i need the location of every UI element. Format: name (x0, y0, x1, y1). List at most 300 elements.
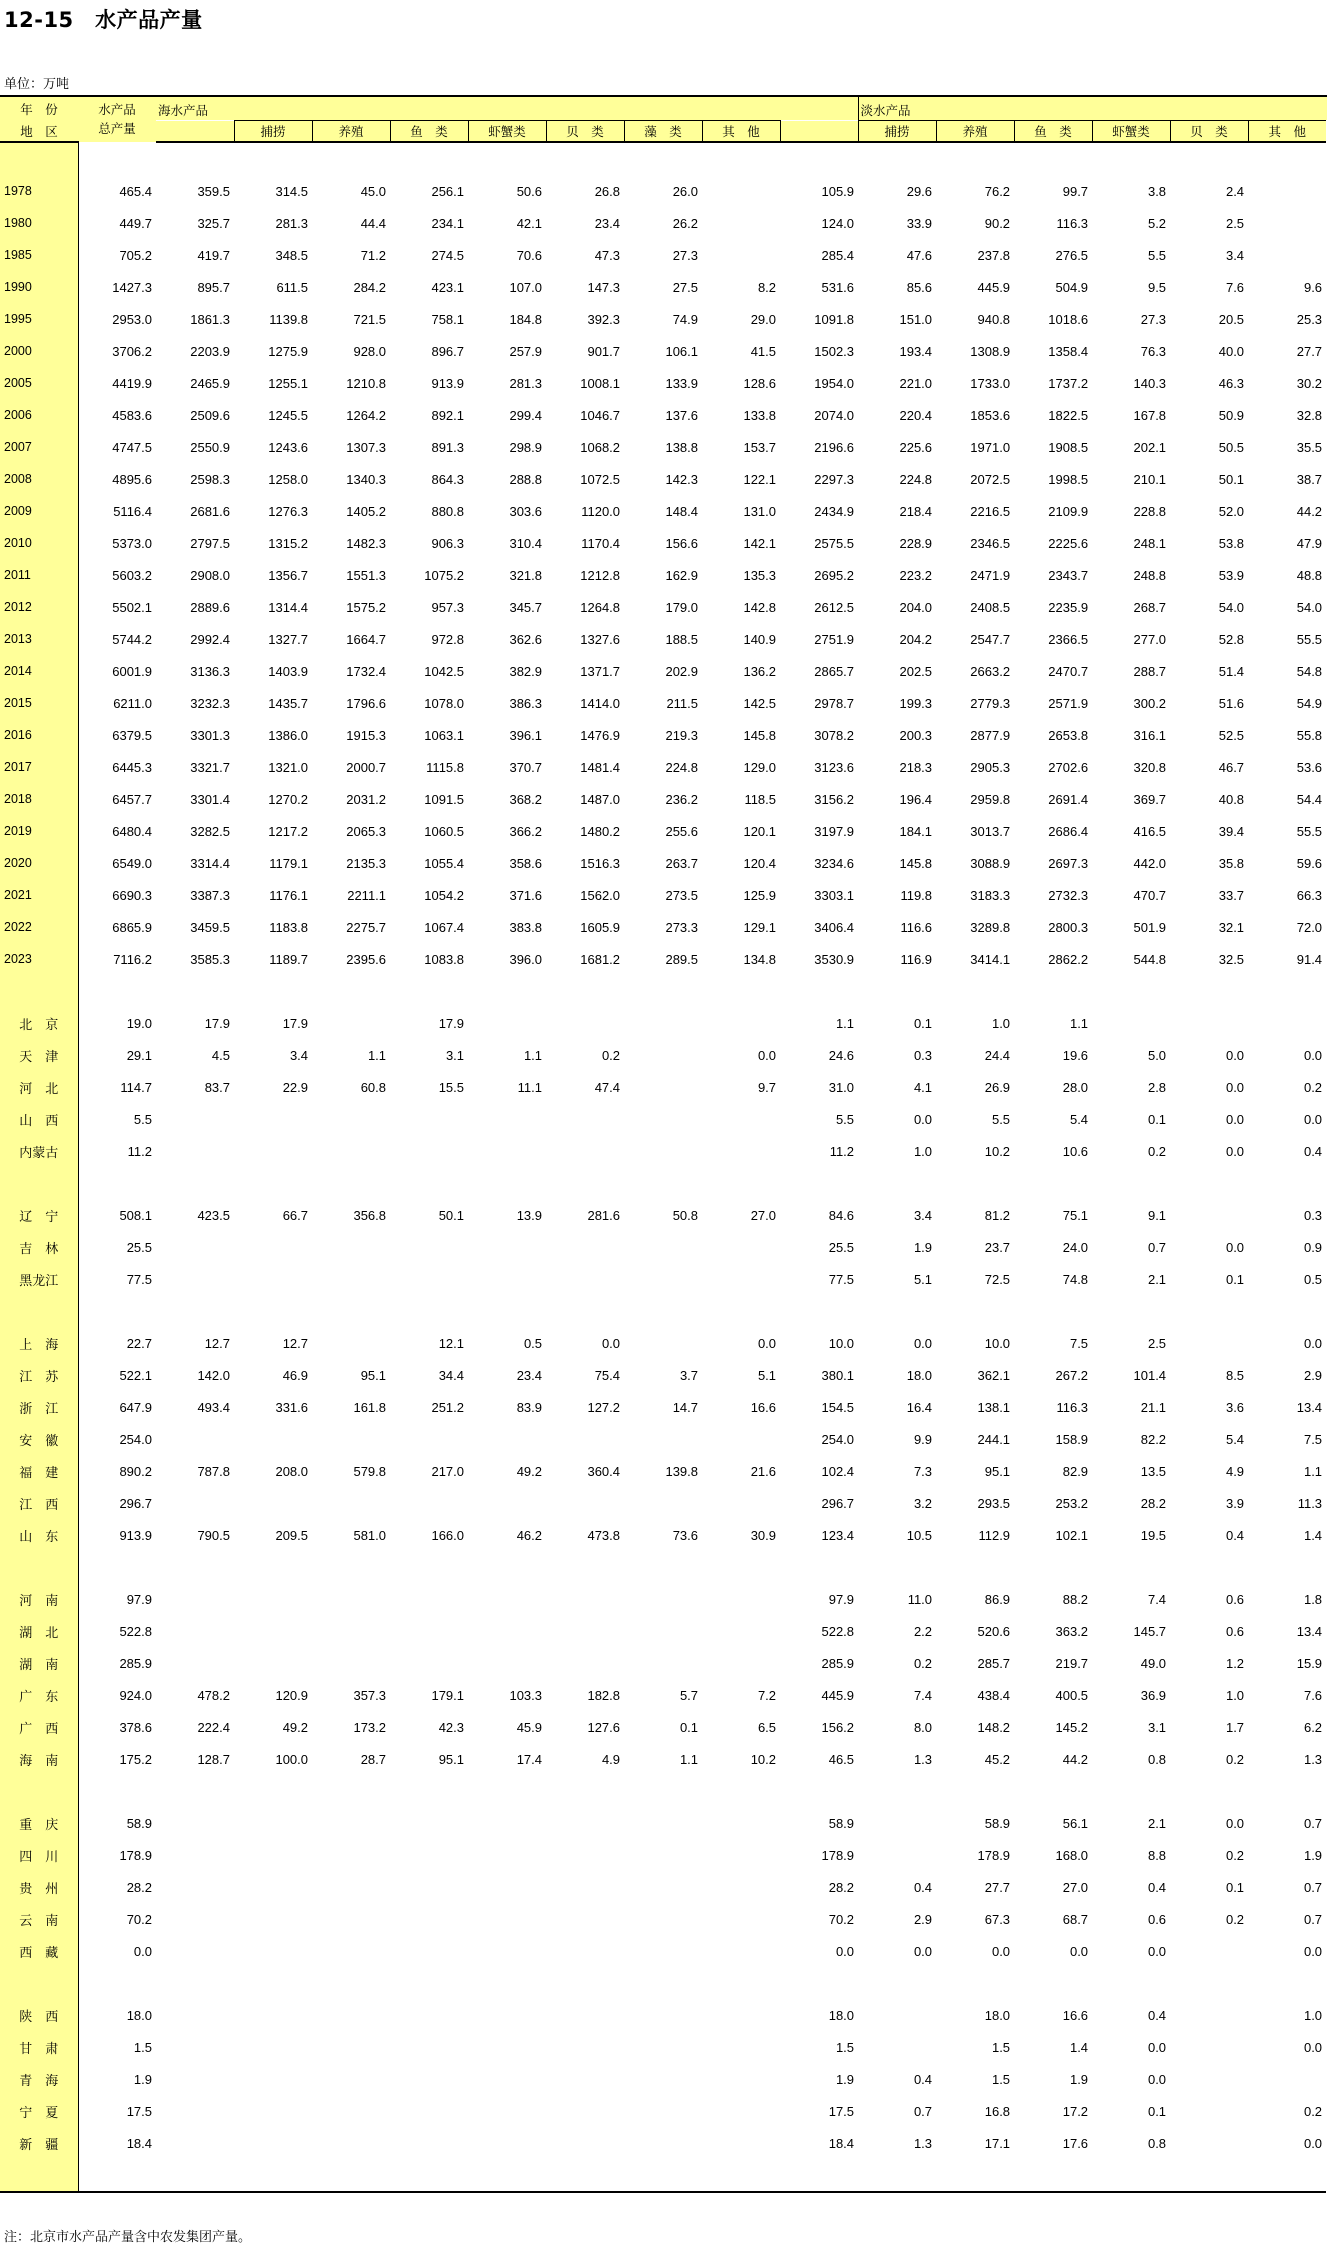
value-cell: 156.2 (821, 1719, 855, 1735)
value-cell (702, 1647, 780, 1679)
value-cell: 16.6 (1062, 2007, 1089, 2023)
value-cell: 1737.2 (1048, 375, 1089, 391)
value-cell: 1435.7 (268, 695, 309, 711)
value-cell: 1861.3 (190, 311, 230, 327)
value-cell: 2000.7 (346, 759, 387, 775)
value-cell: 2653.8 (1048, 727, 1089, 743)
value-cell: 7.4 (913, 1687, 933, 1703)
value-cell: 204.2 (899, 631, 933, 647)
value-cell: 0.4 (1303, 1143, 1323, 1159)
value-cell: 508.1 (119, 1207, 152, 1223)
value-cell: 7.3 (913, 1463, 933, 1479)
value-cell (156, 1263, 234, 1295)
value-cell: 1822.5 (1048, 407, 1089, 423)
row-label: 上 海 (0, 1327, 78, 1359)
value-cell: 1115.8 (426, 759, 465, 775)
value-cell: 345.7 (509, 599, 543, 615)
value-cell: 10.0 (984, 1335, 1011, 1351)
value-cell (546, 1423, 624, 1455)
value-cell: 0.8 (1147, 2135, 1167, 2151)
value-cell: 179.0 (665, 599, 699, 615)
blank-cell (78, 1295, 1326, 1327)
value-cell (312, 2127, 390, 2159)
value-cell (546, 1135, 624, 1167)
value-cell: 8.8 (1147, 1847, 1167, 1863)
region-row (0, 1615, 1327, 1647)
value-cell (156, 2095, 234, 2127)
value-cell: 168.0 (1055, 1847, 1089, 1863)
value-cell: 6001.9 (112, 663, 152, 679)
value-cell: 901.7 (587, 343, 621, 359)
row-label-blank (0, 1775, 78, 1807)
value-cell: 2065.3 (346, 823, 387, 839)
value-cell (468, 1807, 546, 1839)
value-cell: 25.3 (1296, 311, 1323, 327)
value-cell: 41.5 (750, 343, 777, 359)
region-row (0, 1903, 1327, 1935)
blank-cell (78, 2159, 1326, 2192)
value-cell: 2702.6 (1048, 759, 1089, 775)
value-cell (546, 1647, 624, 1679)
value-cell: 5502.1 (112, 599, 152, 615)
value-cell: 52.0 (1218, 503, 1245, 519)
value-cell: 28.0 (1062, 1079, 1089, 1095)
value-cell: 1386.0 (268, 727, 309, 743)
value-cell: 0.0 (1147, 2039, 1167, 2055)
value-cell: 3136.3 (190, 663, 230, 679)
value-cell (390, 1231, 468, 1263)
value-cell: 72.5 (984, 1271, 1011, 1287)
header-fresh-total-cell (780, 121, 858, 143)
value-cell (312, 1839, 390, 1871)
value-cell (390, 1871, 468, 1903)
value-cell (1170, 1935, 1248, 1967)
value-cell: 1.1 (367, 1047, 387, 1063)
value-cell: 0.0 (913, 1111, 933, 1127)
value-cell: 721.5 (353, 311, 387, 327)
value-cell: 46.2 (516, 1527, 543, 1543)
value-cell: 1179.1 (269, 855, 309, 871)
value-cell: 70.2 (828, 1911, 855, 1927)
value-cell: 1.0 (1225, 1687, 1245, 1703)
value-cell: 76.2 (984, 183, 1011, 199)
row-label-blank (0, 1551, 78, 1583)
value-cell: 0.7 (1147, 1239, 1167, 1255)
value-cell: 18.4 (828, 2135, 855, 2151)
value-cell: 465.4 (119, 183, 152, 199)
value-cell: 0.2 (1225, 1911, 1245, 1927)
value-cell: 1176.1 (269, 887, 309, 903)
value-cell: 154.5 (821, 1399, 855, 1415)
value-cell: 758.1 (431, 311, 465, 327)
value-cell: 11.0 (907, 1591, 933, 1607)
region-row (0, 1103, 1327, 1135)
value-cell: 1327.7 (268, 631, 309, 647)
value-cell: 2109.9 (1048, 503, 1089, 519)
value-cell: 1255.1 (268, 375, 309, 391)
value-cell: 1.1 (679, 1751, 699, 1767)
value-cell (1092, 1007, 1170, 1039)
corner-region-label: 地 区 (0, 121, 78, 143)
row-label: 河 北 (0, 1071, 78, 1103)
value-cell: 360.4 (587, 1463, 621, 1479)
value-cell: 1853.6 (970, 407, 1011, 423)
value-cell: 248.1 (1133, 535, 1167, 551)
value-cell: 6457.7 (112, 791, 152, 807)
value-cell: 120.1 (743, 823, 777, 839)
value-cell: 199.3 (899, 695, 933, 711)
value-cell (624, 1487, 702, 1519)
value-cell: 790.5 (197, 1527, 230, 1543)
value-cell: 310.4 (509, 535, 543, 551)
value-cell: 223.2 (899, 567, 933, 583)
value-cell: 5.2 (1147, 215, 1167, 231)
value-cell: 105.9 (821, 183, 855, 199)
value-cell: 1264.2 (346, 407, 387, 423)
value-cell: 2695.2 (814, 567, 855, 583)
year-row (0, 463, 1327, 495)
value-cell (1170, 1999, 1248, 2031)
value-cell (858, 1807, 936, 1839)
value-cell: 3197.9 (814, 823, 855, 839)
value-cell: 12.1 (438, 1335, 465, 1351)
value-cell: 151.0 (899, 311, 933, 327)
row-label: 青 海 (0, 2063, 78, 2095)
value-cell: 145.8 (743, 727, 777, 743)
value-cell: 224.8 (665, 759, 699, 775)
value-cell (156, 1615, 234, 1647)
value-cell (546, 2095, 624, 2127)
value-cell: 5.5 (1147, 247, 1167, 263)
value-cell: 136.2 (743, 663, 777, 679)
value-cell: 42.1 (516, 215, 543, 231)
value-cell: 787.8 (197, 1463, 230, 1479)
value-cell: 891.3 (431, 439, 465, 455)
value-cell (156, 1135, 234, 1167)
value-cell: 281.3 (509, 375, 543, 391)
value-cell: 50.1 (1218, 471, 1245, 487)
row-label: 2017 (0, 751, 78, 783)
year-row (0, 367, 1327, 399)
value-cell: 6549.0 (112, 855, 152, 871)
value-cell: 0.0 (913, 1943, 933, 1959)
value-cell: 219.7 (1055, 1655, 1089, 1671)
value-cell (234, 2031, 312, 2063)
row-label: 1978 (0, 175, 78, 207)
value-cell: 71.2 (360, 247, 387, 263)
value-cell: 2959.8 (970, 791, 1011, 807)
value-cell (624, 1999, 702, 2031)
value-cell (156, 1871, 234, 1903)
value-cell: 2366.5 (1048, 631, 1089, 647)
value-cell: 2.4 (1225, 183, 1245, 199)
group-spacer-row (0, 1167, 1327, 1199)
value-cell: 1998.5 (1048, 471, 1089, 487)
value-cell (1170, 1199, 1248, 1231)
value-cell: 53.8 (1218, 535, 1245, 551)
value-cell (468, 1263, 546, 1295)
value-cell: 0.1 (1225, 1879, 1245, 1895)
value-cell (234, 1903, 312, 1935)
value-cell (156, 1903, 234, 1935)
value-cell: 119.8 (900, 887, 933, 903)
value-cell: 26.9 (984, 1079, 1011, 1095)
value-cell: 1.3 (913, 1751, 933, 1767)
value-cell: 2346.5 (970, 535, 1011, 551)
value-cell: 1.3 (1303, 1751, 1323, 1767)
value-cell: 77.5 (126, 1271, 152, 1287)
value-cell: 314.5 (275, 183, 309, 199)
value-cell (468, 1007, 546, 1039)
value-cell: 2575.5 (814, 535, 855, 551)
value-cell: 0.7 (1303, 1815, 1323, 1831)
value-cell: 1321.0 (268, 759, 309, 775)
value-cell: 5.1 (913, 1271, 933, 1287)
value-cell: 501.9 (1133, 919, 1167, 935)
row-label: 2018 (0, 783, 78, 815)
value-cell: 51.6 (1218, 695, 1245, 711)
value-cell (702, 1135, 780, 1167)
value-cell: 2779.3 (970, 695, 1011, 711)
value-cell: 1.5 (835, 2039, 855, 2055)
year-row (0, 783, 1327, 815)
value-cell (624, 2063, 702, 2095)
value-cell (1170, 1327, 1248, 1359)
value-cell: 36.9 (1140, 1687, 1167, 1703)
value-cell: 0.0 (991, 1943, 1011, 1959)
end-spacer-row (0, 2159, 1327, 2192)
value-cell: 449.7 (119, 215, 152, 231)
header-freshwater-spacer (1014, 96, 1327, 121)
value-cell: 3.4 (289, 1047, 309, 1063)
value-cell: 27.3 (672, 247, 699, 263)
region-row (0, 1455, 1327, 1487)
value-cell (468, 1103, 546, 1135)
value-cell: 17.2 (1062, 2103, 1089, 2119)
value-cell (546, 1903, 624, 1935)
value-cell: 1315.2 (268, 535, 309, 551)
value-cell: 1018.6 (1048, 311, 1089, 327)
value-cell (468, 1231, 546, 1263)
value-cell: 1183.8 (269, 919, 309, 935)
value-cell (546, 1583, 624, 1615)
value-cell: 27.0 (1062, 1879, 1089, 1895)
value-cell: 1.0 (1303, 2007, 1323, 2023)
value-cell: 178.9 (821, 1847, 855, 1863)
value-cell (390, 1807, 468, 1839)
row-label: 2023 (0, 943, 78, 975)
value-cell (312, 1807, 390, 1839)
value-cell: 2.1 (1147, 1815, 1167, 1831)
value-cell: 145.2 (1055, 1719, 1089, 1735)
value-cell: 122.1 (743, 471, 777, 487)
region-row (0, 1199, 1327, 1231)
row-label: 2008 (0, 463, 78, 495)
value-cell: 366.2 (509, 823, 543, 839)
row-label: 四 川 (0, 1839, 78, 1871)
value-cell: 158.9 (1055, 1431, 1089, 1447)
value-cell: 102.1 (1055, 1527, 1089, 1543)
row-label: 山 东 (0, 1519, 78, 1551)
value-cell (624, 1071, 702, 1103)
year-row (0, 751, 1327, 783)
value-cell: 5744.2 (112, 631, 152, 647)
region-row (0, 1487, 1327, 1519)
value-cell (624, 1007, 702, 1039)
value-cell (156, 1935, 234, 1967)
value-cell: 32.5 (1218, 951, 1245, 967)
value-cell: 1340.3 (346, 471, 387, 487)
region-row (0, 1743, 1327, 1775)
header-fresh-shellfish: 贝 类 (1170, 121, 1248, 143)
value-cell: 1915.3 (346, 727, 387, 743)
value-cell: 42.3 (438, 1719, 465, 1735)
value-cell: 1954.0 (814, 375, 855, 391)
value-cell: 1314.4 (268, 599, 309, 615)
value-cell: 204.0 (899, 599, 933, 615)
value-cell: 0.7 (1303, 1911, 1323, 1927)
value-cell: 218.3 (899, 759, 933, 775)
value-cell: 29.1 (126, 1047, 152, 1063)
value-cell: 892.1 (431, 407, 465, 423)
value-cell: 0.0 (1225, 1111, 1245, 1127)
value-cell: 2905.3 (970, 759, 1011, 775)
value-cell: 2074.0 (814, 407, 855, 423)
value-cell: 2751.9 (814, 631, 855, 647)
value-cell: 5.5 (991, 1111, 1011, 1127)
value-cell: 10.2 (984, 1143, 1011, 1159)
value-cell: 178.9 (977, 1847, 1011, 1863)
header-marine: 海水产品 (156, 96, 312, 121)
value-cell (156, 1487, 234, 1519)
year-row (0, 175, 1327, 207)
region-row (0, 2095, 1327, 2127)
value-cell: 7116.2 (113, 951, 152, 967)
value-cell: 0.2 (1303, 1079, 1323, 1095)
year-row (0, 207, 1327, 239)
value-cell: 46.7 (1218, 759, 1245, 775)
value-cell: 2196.6 (814, 439, 855, 455)
value-cell: 4.1 (913, 1079, 933, 1095)
value-cell: 31.0 (828, 1079, 855, 1095)
value-cell: 6.5 (757, 1719, 777, 1735)
value-cell (858, 1839, 936, 1871)
value-cell: 257.9 (509, 343, 543, 359)
value-cell (234, 1839, 312, 1871)
value-cell: 27.7 (984, 1879, 1011, 1895)
region-row (0, 1679, 1327, 1711)
value-cell: 2681.6 (190, 503, 230, 519)
value-cell (702, 1935, 780, 1967)
region-row (0, 2031, 1327, 2063)
row-label: 贵 州 (0, 1871, 78, 1903)
value-cell: 0.0 (1069, 1943, 1089, 1959)
value-cell (390, 1999, 468, 2031)
value-cell: 254.0 (119, 1431, 152, 1447)
value-cell: 237.8 (977, 247, 1011, 263)
value-cell (312, 2063, 390, 2095)
value-cell: 544.8 (1133, 951, 1167, 967)
value-cell: 1.1 (1303, 1463, 1323, 1479)
value-cell: 29.0 (750, 311, 777, 327)
value-cell: 3156.2 (814, 791, 855, 807)
value-cell: 47.6 (906, 247, 933, 263)
value-cell: 224.8 (899, 471, 933, 487)
value-cell: 3.8 (1147, 183, 1167, 199)
value-cell (390, 1263, 468, 1295)
value-cell: 3303.1 (814, 887, 855, 903)
value-cell (390, 1647, 468, 1679)
value-cell: 2031.2 (346, 791, 387, 807)
value-cell: 0.2 (601, 1047, 621, 1063)
value-cell (1248, 2063, 1326, 2095)
value-cell: 4.9 (601, 1751, 621, 1767)
value-cell: 202.5 (899, 663, 933, 679)
value-cell: 15.9 (1296, 1655, 1323, 1671)
value-cell: 184.1 (899, 823, 933, 839)
value-cell: 6379.5 (112, 727, 152, 743)
value-cell: 895.7 (197, 279, 230, 295)
value-cell: 0.4 (913, 2071, 933, 2087)
value-cell: 13.5 (1140, 1463, 1167, 1479)
value-cell: 53.9 (1218, 567, 1245, 583)
value-cell (468, 1583, 546, 1615)
value-cell: 1264.8 (580, 599, 621, 615)
corner-year-label: 年 份 (0, 96, 78, 121)
value-cell: 1.3 (913, 2135, 933, 2151)
value-cell: 44.2 (1062, 1751, 1089, 1767)
value-cell: 72.0 (1296, 919, 1323, 935)
value-cell: 106.1 (665, 343, 699, 359)
value-cell: 3530.9 (814, 951, 855, 967)
value-cell (858, 2031, 936, 2063)
value-cell: 1551.3 (346, 567, 387, 583)
value-cell: 58.9 (984, 1815, 1011, 1831)
year-row (0, 591, 1327, 623)
value-cell: 24.6 (828, 1047, 855, 1063)
value-cell: 254.0 (821, 1431, 855, 1447)
value-cell: 7.5 (1303, 1431, 1323, 1447)
value-cell: 864.3 (431, 471, 465, 487)
value-cell: 1139.8 (269, 311, 309, 327)
value-cell (390, 2031, 468, 2063)
value-cell (468, 1647, 546, 1679)
value-cell: 46.9 (282, 1367, 309, 1383)
value-cell: 1487.0 (580, 791, 621, 807)
year-row (0, 911, 1327, 943)
row-label: 2014 (0, 655, 78, 687)
value-cell: 276.5 (1055, 247, 1089, 263)
value-cell: 0.0 (835, 1943, 855, 1959)
value-cell: 1245.5 (268, 407, 309, 423)
value-cell: 2953.0 (112, 311, 152, 327)
value-cell (156, 1839, 234, 1871)
row-label: 2016 (0, 719, 78, 751)
value-cell (702, 2095, 780, 2127)
value-cell: 54.0 (1218, 599, 1245, 615)
value-cell: 2865.7 (814, 663, 855, 679)
value-cell: 2.9 (1303, 1367, 1323, 1383)
value-cell: 95.1 (360, 1367, 387, 1383)
value-cell: 5373.0 (112, 535, 152, 551)
value-cell (390, 1935, 468, 1967)
value-cell: 325.7 (197, 215, 230, 231)
value-cell: 285.9 (119, 1655, 152, 1671)
value-cell: 1356.7 (268, 567, 309, 583)
value-cell (702, 1903, 780, 1935)
value-cell (1170, 2095, 1248, 2127)
value-cell: 1.9 (1303, 1847, 1323, 1863)
